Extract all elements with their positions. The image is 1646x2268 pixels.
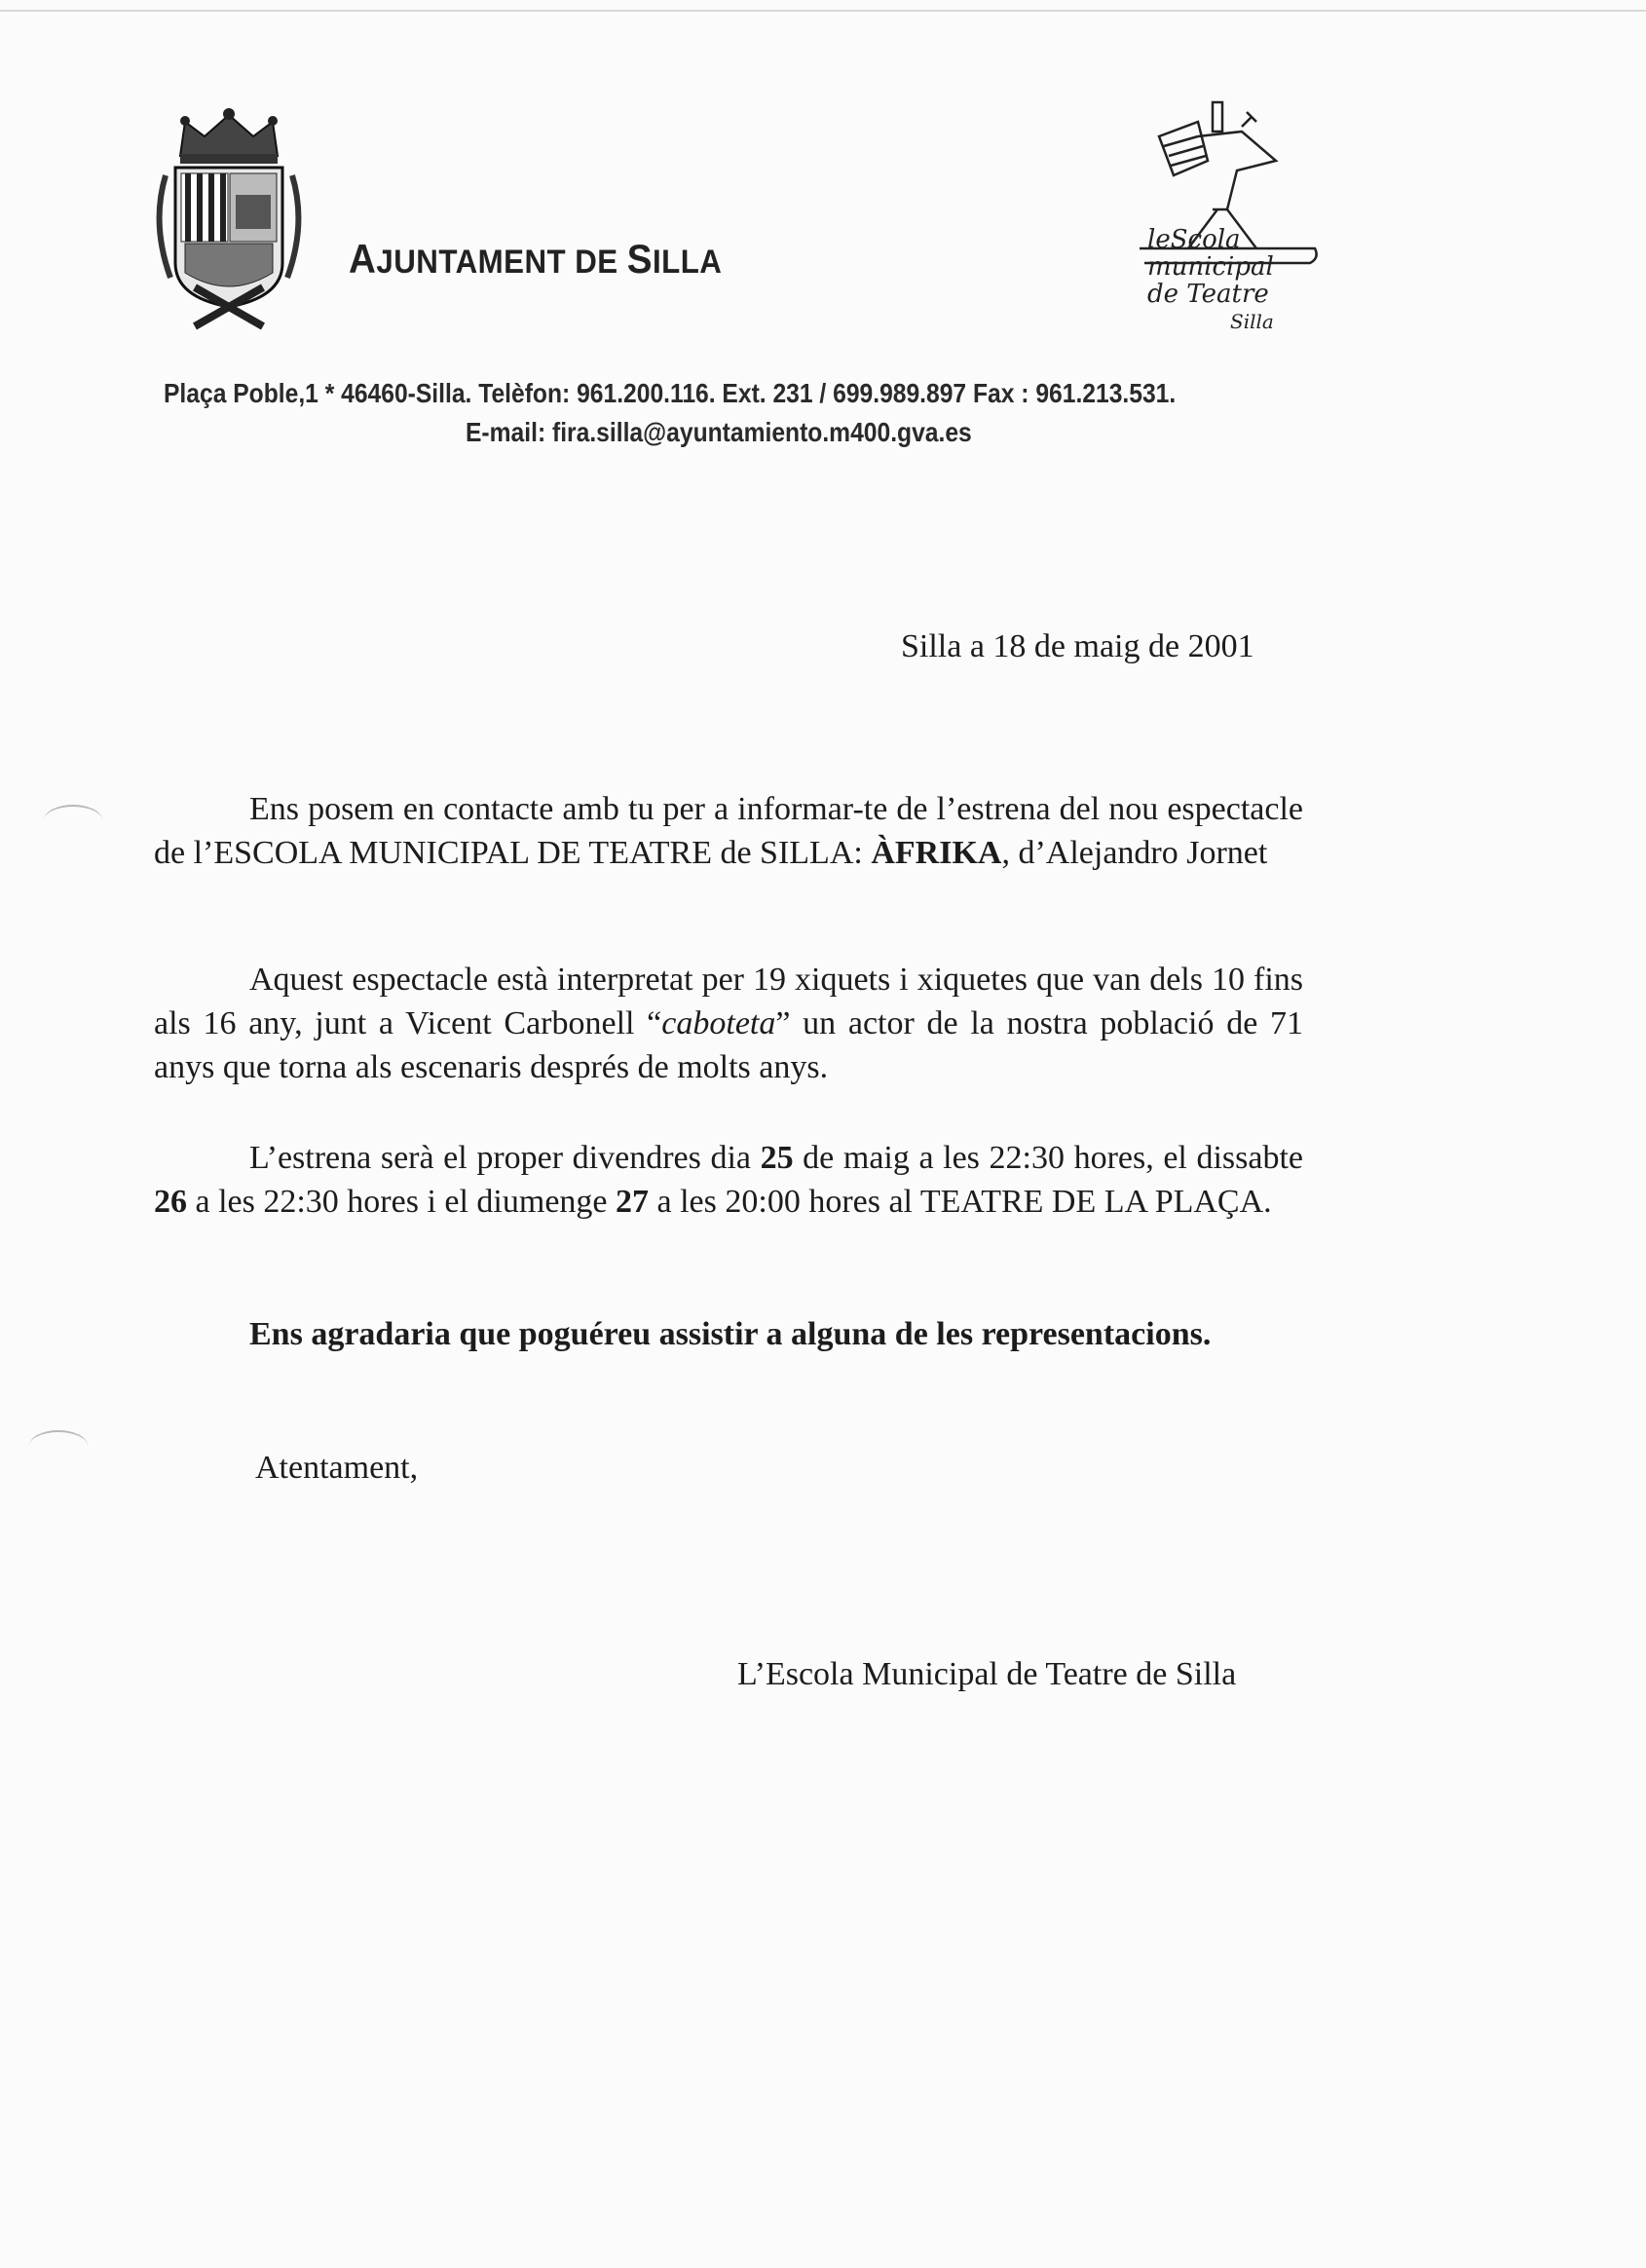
email-line: E-mail: fira.silla@ayuntamiento.m400.gva.es (466, 417, 972, 447)
letter-date: Silla a 18 de maig de 2001 (901, 628, 1254, 664)
punch-hole-mark (44, 805, 102, 836)
scan-edge (0, 0, 1646, 12)
school-logo-text: leScola municipal de Teatre Silla (1147, 225, 1274, 333)
address-line: Plaça Poble,1 * 46460-Silla. Telèfon: 961.200.116. Ext. 231 / 699.989.897 Fax : 961.213.531. (164, 378, 1177, 408)
coat-of-arms-logo (146, 107, 312, 331)
paragraph-4: Ens agradaria que poguéreu assistir a alguna de les representacions. (249, 1316, 1212, 1352)
signature: L’Escola Municipal de Teatre de Silla (737, 1656, 1237, 1692)
closing: Atentament, (255, 1450, 419, 1486)
paragraph-2: Aquest espectacle està interpretat per 19 xiquets i xiquetes que van dels 10 fins als 16 any, junt a Vicent Carbonell “caboteta” un actor de la nostra població de 71 anys que torna als escenaris després de molts anys. (154, 962, 1303, 1085)
paragraph-3: L’estrena serà el proper divendres dia 25 de maig a les 22:30 hores, el dissabte 26 a les 22:30 hores i el diumenge 27 a les 20:00 hores al TEATRE DE LA PLAÇA. (154, 1140, 1303, 1220)
organization-name: AJUNTAMENT DE SILLA (349, 236, 723, 282)
punch-hole-mark (29, 1430, 88, 1461)
paragraph-1: Ens posem en contacte amb tu per a informar-te de l’estrena del nou espectacle de l’ESCOLA MUNICIPAL DE TEATRE de SILLA: ÀFRIKA, d’Alejandro Jornet (154, 791, 1303, 871)
